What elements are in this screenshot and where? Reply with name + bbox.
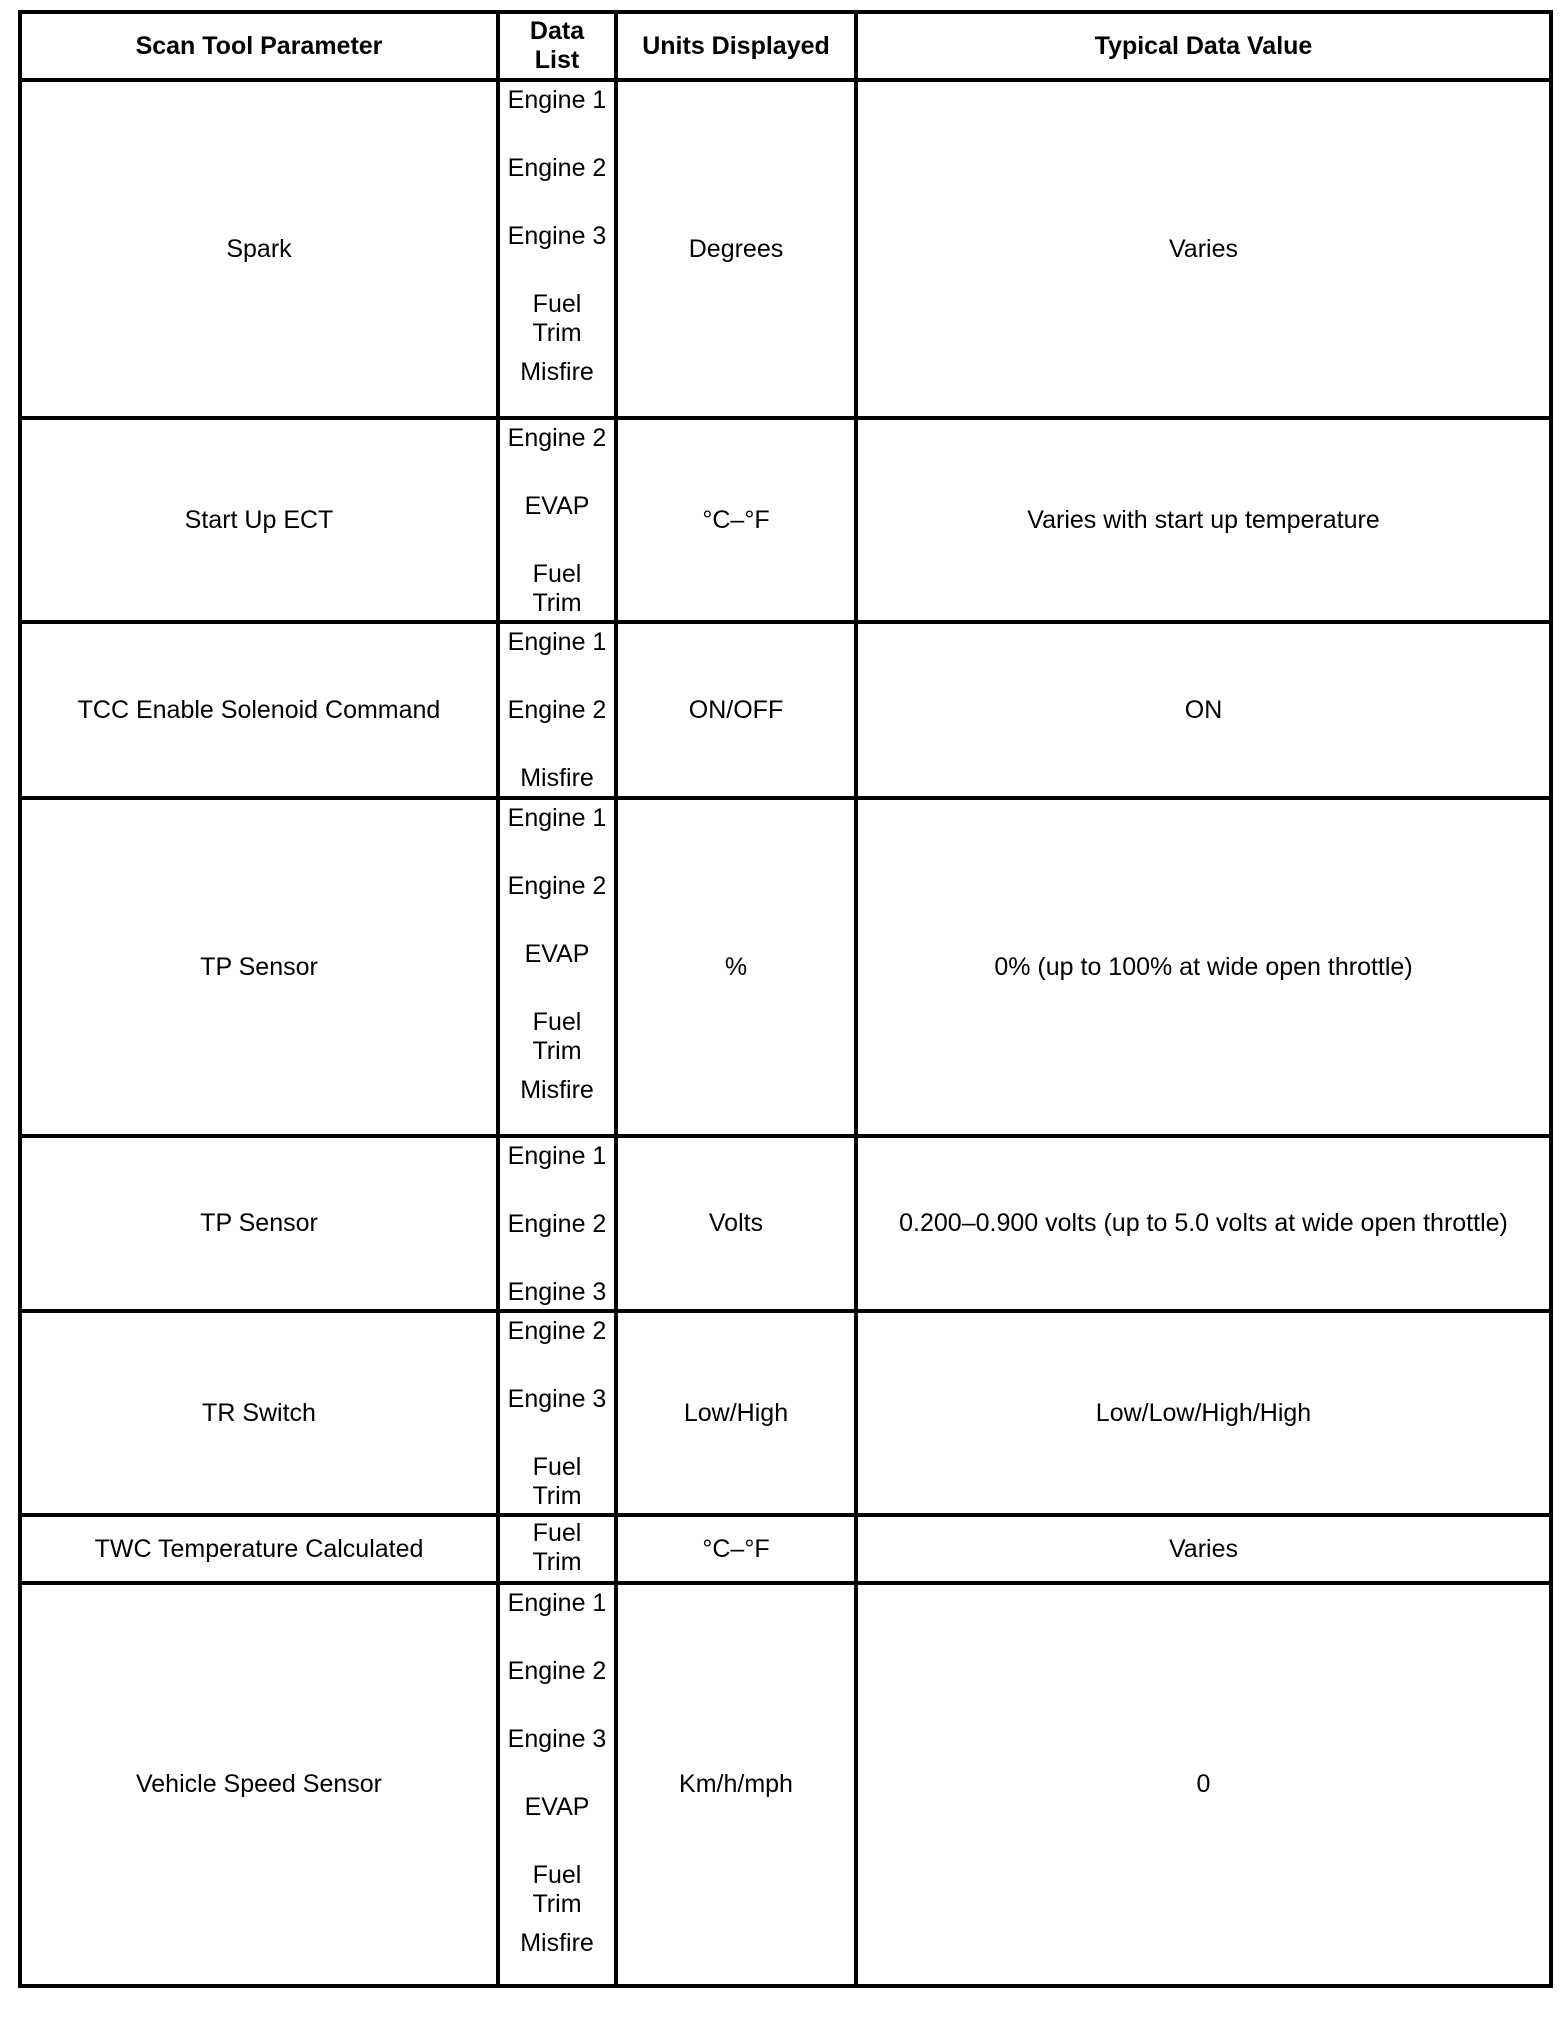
cell-scan-tool-parameter: TP Sensor xyxy=(20,798,498,1136)
header-scan-tool-parameter: Scan Tool Parameter xyxy=(20,12,498,80)
cell-units-displayed: % xyxy=(616,798,856,1136)
cell-data-list xyxy=(498,80,616,418)
cell-units-displayed: Degrees xyxy=(616,80,856,418)
cell-scan-tool-parameter: TP Sensor xyxy=(20,1136,498,1311)
data-list-entry: Engine 1 xyxy=(507,804,607,832)
header-units-displayed: Units Displayed xyxy=(616,12,856,80)
data-list-entry xyxy=(500,1519,614,1579)
data-list-entry: EVAP xyxy=(524,940,590,968)
cell-scan-tool-parameter: TR Switch xyxy=(20,1311,498,1515)
table-body xyxy=(20,80,1551,1986)
data-list-entry-word: Trim xyxy=(532,1037,582,1065)
data-list-entry-word: Fuel xyxy=(532,1008,582,1036)
data-list-entry: Engine 2 xyxy=(507,1657,607,1685)
cell-data-list xyxy=(498,1311,616,1515)
table-row xyxy=(20,1136,1551,1311)
cell-typical-data-value: Varies xyxy=(856,1515,1551,1583)
data-list-entry: Engine 1 xyxy=(507,628,607,656)
cell-typical-data-value: Varies with start up temperature xyxy=(856,418,1551,622)
cell-scan-tool-parameter: TCC Enable Solenoid Command xyxy=(20,622,498,798)
data-list-entry-word: Fuel xyxy=(532,1519,582,1547)
cell-units-displayed: Volts xyxy=(616,1136,856,1311)
data-list-entry xyxy=(500,1861,614,1929)
header-data-list-line-2: List xyxy=(534,46,580,74)
data-list-entry-word: Trim xyxy=(532,319,582,347)
data-list-entry-word: Fuel xyxy=(532,1453,582,1481)
cell-units-displayed: ON/OFF xyxy=(616,622,856,798)
data-list-entry-word: Fuel xyxy=(532,1861,582,1889)
table-row xyxy=(20,798,1551,1136)
cell-scan-tool-parameter: Start Up ECT xyxy=(20,418,498,622)
data-list-entry: Misfire xyxy=(520,358,594,386)
table-row xyxy=(20,80,1551,418)
data-list-entry: Engine 2 xyxy=(507,1317,607,1345)
data-list-entry: Engine 2 xyxy=(507,424,607,452)
cell-units-displayed: Km/h/mph xyxy=(616,1583,856,1986)
cell-typical-data-value: Low/Low/High/High xyxy=(856,1311,1551,1515)
table-row xyxy=(20,418,1551,622)
data-list-entry xyxy=(500,290,614,358)
data-list-entry-word: Trim xyxy=(532,589,582,617)
header-data-list xyxy=(498,12,616,80)
data-list-entry xyxy=(500,560,614,620)
data-list-entry: Engine 3 xyxy=(507,1385,607,1413)
data-list-entry: Engine 2 xyxy=(507,154,607,182)
cell-scan-tool-parameter: Spark xyxy=(20,80,498,418)
cell-typical-data-value: 0 xyxy=(856,1583,1551,1986)
data-list-entry: Engine 1 xyxy=(507,1142,607,1170)
cell-data-list xyxy=(498,798,616,1136)
cell-scan-tool-parameter: TWC Temperature Calculated xyxy=(20,1515,498,1583)
data-list-entry-word: Trim xyxy=(532,1482,582,1510)
data-list-entry: Engine 1 xyxy=(507,1589,607,1617)
data-list-entry: Misfire xyxy=(520,764,594,792)
header-data-list-line-1: Data xyxy=(529,17,585,45)
data-list-entry: Engine 2 xyxy=(507,872,607,900)
cell-typical-data-value: ON xyxy=(856,622,1551,798)
data-list-entry: Engine 3 xyxy=(507,1725,607,1753)
cell-data-list xyxy=(498,1583,616,1986)
data-list-entry: Engine 2 xyxy=(507,1210,607,1238)
data-list-entry: Engine 3 xyxy=(507,222,607,250)
cell-data-list xyxy=(498,1136,616,1311)
table-row xyxy=(20,1583,1551,1986)
cell-data-list xyxy=(498,418,616,622)
cell-typical-data-value: 0.200–0.900 volts (up to 5.0 volts at wide open throttle) xyxy=(856,1136,1551,1311)
data-list-entry: Engine 3 xyxy=(507,1278,607,1306)
data-list-entry: EVAP xyxy=(524,1793,590,1821)
table-row xyxy=(20,622,1551,798)
data-list-entry xyxy=(500,1008,614,1076)
header-typical-data-value: Typical Data Value xyxy=(856,12,1551,80)
data-list-entry: Misfire xyxy=(520,1076,594,1104)
cell-typical-data-value: 0% (up to 100% at wide open throttle) xyxy=(856,798,1551,1136)
data-list-entry: Engine 2 xyxy=(507,696,607,724)
data-list-entry-word: Fuel xyxy=(532,560,582,588)
data-list-entry-word: Fuel xyxy=(532,290,582,318)
cell-units-displayed: Low/High xyxy=(616,1311,856,1515)
data-list-entry: Misfire xyxy=(520,1929,594,1957)
data-list-entry-word: Trim xyxy=(532,1548,582,1576)
cell-units-displayed: °C–°F xyxy=(616,418,856,622)
data-list-entry: EVAP xyxy=(524,492,590,520)
table-header-row xyxy=(20,12,1551,80)
table-row xyxy=(20,1311,1551,1515)
cell-typical-data-value: Varies xyxy=(856,80,1551,418)
table-row xyxy=(20,1515,1551,1583)
cell-scan-tool-parameter: Vehicle Speed Sensor xyxy=(20,1583,498,1986)
data-list-entry xyxy=(500,1453,614,1513)
cell-data-list xyxy=(498,622,616,798)
cell-data-list xyxy=(498,1515,616,1583)
data-list-entry: Engine 1 xyxy=(507,86,607,114)
scan-tool-data-table xyxy=(18,10,1553,1988)
data-list-entry-word: Trim xyxy=(532,1890,582,1918)
cell-units-displayed: °C–°F xyxy=(616,1515,856,1583)
